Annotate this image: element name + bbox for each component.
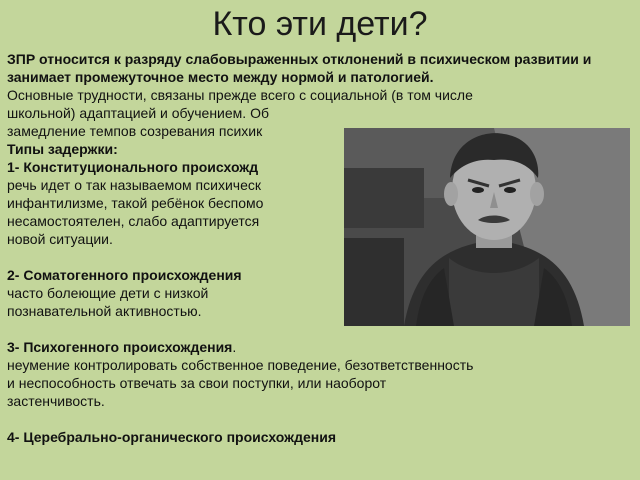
type1-line-1: речь идет о так называемом психическ bbox=[7, 177, 261, 193]
type1-line-4: новой ситуации. bbox=[7, 231, 113, 247]
type3-title: 3- Психогенного происхождения bbox=[7, 339, 233, 355]
type3-title-line bbox=[7, 338, 635, 356]
type2-title: 2- Соматогенного происхождения bbox=[7, 267, 242, 283]
type1-line-2: инфантилизме, такой ребёнок беспомо bbox=[7, 195, 264, 211]
difficulties-line-2: школьной) адаптацией и обучением. Об bbox=[7, 105, 269, 121]
types-heading: Типы задержки: bbox=[7, 141, 118, 157]
type1-title: 1- Конституционального происхожд bbox=[7, 159, 259, 175]
child-photo bbox=[344, 128, 630, 326]
type2-line-2: познавательной активностью. bbox=[7, 303, 202, 319]
type3-title-suffix: . bbox=[232, 339, 237, 355]
type3-line-3: застенчивость. bbox=[7, 393, 105, 409]
type3-line-2: и неспособность отвечать за свои поступки, или наоборот bbox=[7, 375, 387, 391]
type2-line-1: часто болеющие дети с низкой bbox=[7, 285, 209, 301]
type4-title: 4- Церебрально-органического происхождения bbox=[7, 429, 336, 445]
type1-line-3: несамостоятелен, слабо адаптируется bbox=[7, 213, 260, 229]
slide-title: Кто эти дети? bbox=[212, 5, 428, 43]
difficulties-line-1: Основные трудности, связаны прежде всего с социальной (в том числе bbox=[7, 87, 473, 103]
type3-line-1: неумение контролировать собственное поведение, безответственность bbox=[7, 357, 474, 373]
difficulties-line-3: замедление темпов созревания психик bbox=[7, 123, 263, 139]
intro-paragraph: ЗПР относится к разряду слабовыраженных отклонений в психическом развитии и занимает промежуточное место между нормой и патологией. bbox=[7, 51, 592, 85]
